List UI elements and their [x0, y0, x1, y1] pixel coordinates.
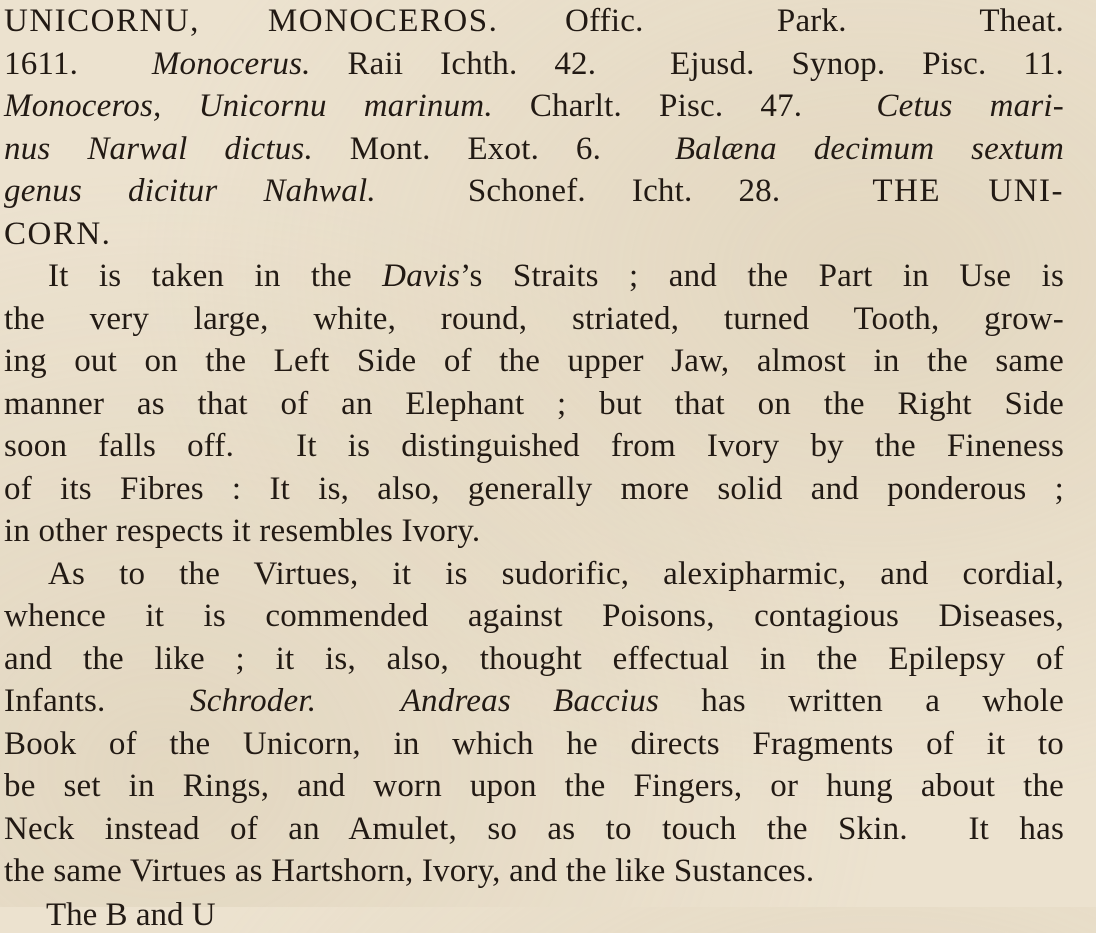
- italic-segment: Schroder.: [190, 683, 317, 719]
- italic-segment: Andreas Baccius: [400, 683, 659, 719]
- text-segment: It is taken in the: [48, 258, 383, 294]
- cut-off-line-text: The B and U: [46, 897, 216, 933]
- text-segment: 1611.: [4, 45, 152, 82]
- caps-segment: THE UNI-: [872, 173, 1065, 209]
- text-segment: of its Fibres : It is, also, generally more solid and ponderous ;: [4, 470, 1064, 507]
- italic-segment: Monoceros, Unicornu marinum.: [4, 88, 493, 124]
- text-line: [4, 383, 1064, 426]
- italic-segment: genus dicitur Nahwal.: [4, 173, 376, 209]
- text-line: [4, 595, 1064, 638]
- text-segment: and the like ; it is, also, thought effectual in the Epilepsy of: [4, 640, 1064, 677]
- text-segment: Neck instead of an Amulet, so as to touch the Skin. It has: [4, 810, 1064, 847]
- text-segment: Schonef. Icht. 28.: [375, 173, 873, 209]
- caps-segment: CORN.: [4, 215, 112, 252]
- text-segment: the same Virtues as Hartshorn, Ivory, and the like Sustances.: [4, 853, 815, 889]
- text-line: [4, 0, 1064, 43]
- text-segment: be set in Rings, and worn upon the Fingers, or hung about the: [4, 768, 1064, 804]
- text-line: [4, 255, 1064, 298]
- text-line: [4, 553, 1064, 596]
- italic-segment: Davis: [382, 258, 461, 294]
- text-line: [4, 510, 1064, 553]
- caps-segment: UNICORNU, MONOCEROS.: [4, 3, 499, 39]
- italic-segment: Balæna decimum sextum: [674, 130, 1064, 167]
- text-line: [4, 170, 1064, 213]
- text-segment: Mont. Exot. 6.: [312, 130, 675, 167]
- cut-off-line: [0, 897, 1096, 933]
- text-segment: soon falls off. It is distinguished from Ivory by the Fineness: [4, 428, 1064, 464]
- text-line: [4, 43, 1064, 86]
- text-line: [4, 425, 1064, 468]
- text-line: [4, 340, 1064, 383]
- text-line: [4, 808, 1064, 851]
- text-segment: whence it is commended against Poisons, contagious Diseases,: [4, 598, 1064, 634]
- text-segment: Book of the Unicorn, in which he directs Fragments of it to: [4, 725, 1064, 762]
- text-line: [4, 213, 1064, 256]
- unicorn-entry: [4, 0, 1064, 893]
- text-segment: ’s Straits ; and the Part in Use is: [460, 258, 1065, 294]
- text-segment: in other respects it resembles Ivory.: [4, 513, 481, 549]
- text-segment: Infants.: [4, 683, 191, 719]
- text-segment: has written a whole: [659, 683, 1064, 719]
- text-line: [4, 680, 1064, 723]
- text-segment: the very large, white, round, striated, turned Tooth, grow-: [4, 300, 1064, 337]
- text-line: [4, 85, 1064, 128]
- text-segment: As to the Virtues, it is sudorific, alexipharmic, and cordial,: [48, 555, 1064, 592]
- text-line: [4, 850, 1064, 893]
- text-segment: Offic. Park. Theat.: [498, 3, 1064, 39]
- italic-segment: Monocerus.: [151, 45, 311, 82]
- italic-segment: nus Narwal dictus.: [4, 130, 313, 167]
- text-segment: ing out on the Left Side of the upper Jaw, almost in the same: [4, 343, 1064, 379]
- text-line: [4, 638, 1064, 681]
- text-line: [4, 765, 1064, 808]
- text-line: [4, 128, 1064, 171]
- text-line: [4, 468, 1064, 511]
- text-line: [4, 298, 1064, 341]
- text-segment: Charlt. Pisc. 47.: [492, 88, 877, 124]
- text-segment: Raii Ichth. 42. Ejusd. Synop. Pisc. 11.: [310, 45, 1064, 82]
- text-line: [4, 723, 1064, 766]
- text-segment: [316, 683, 401, 719]
- text-segment: manner as that of an Elephant ; but that on the Right Side: [4, 385, 1064, 422]
- italic-segment: Cetus mari-: [876, 88, 1064, 124]
